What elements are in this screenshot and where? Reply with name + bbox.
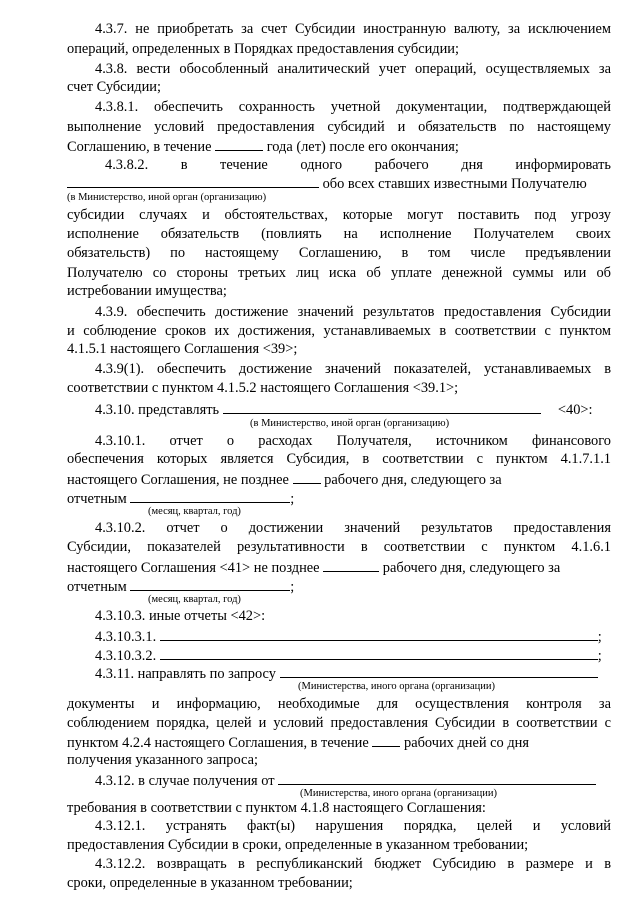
blank-days-field [372, 733, 400, 747]
text-fragment: пунктом 4.2.4 настоящего Соглашения, в течение [67, 735, 369, 751]
caption-authority: (Министерства, иного органа (организации) [298, 681, 495, 692]
caption-period: (месяц, квартал, год) [148, 506, 241, 517]
paragraph-4-3-9-line-1: 4.3.9. обеспечить достижение значений результатов предоставления Субсидии [95, 304, 611, 320]
paragraph-4-3-9-1-line-1: 4.3.9(1). обеспечить достижение значений показателей, устанавливаемых в [95, 361, 611, 377]
paragraph-4-3-11-line-4 [67, 733, 529, 752]
blank-days-field [323, 558, 379, 572]
paragraph-4-3-10-2-line-1: 4.3.10.2. отчет о достижении значений результатов предоставления [95, 520, 611, 536]
paragraph-4-3-11-line-2: документы и информацию, необходимые для осуществления контроля за [67, 696, 611, 712]
blank-report-field [160, 627, 598, 641]
paragraph-4-3-10-1-line-2: обеспечения которых является Субсидия, в соответствии с пунктом 4.1.7.1.1 [67, 451, 611, 467]
paragraph-4-3-8-2-line-3: субсидии случаях и обстоятельствах, которые могут поставить под угрозу [67, 207, 611, 223]
blank-years-field [215, 137, 263, 151]
blank-period-field [130, 489, 290, 503]
paragraph-4-3-8-2-line-5: обязательств) по настоящему Соглашению, в том числе предъявлении [67, 245, 611, 261]
text-fragment: 4.3.10.3.2. [95, 648, 157, 664]
paragraph-4-3-12-2-line-2: сроки, определенные в указанном требовании; [67, 875, 353, 891]
paragraph-4-3-8-2-line-4: исполнение обязательств (повлиять на исполнение Получателем своих [67, 226, 611, 242]
text-fragment: ; [597, 629, 602, 645]
blank-report-field [160, 646, 598, 660]
text-fragment: ; [597, 648, 602, 664]
caption-authority: (Министерства, иного органа (организации) [300, 788, 497, 799]
paragraph-4-3-7-line-2: операций, определенных в Порядках предоставления субсидии; [67, 41, 460, 57]
text-fragment: 4.3.10. представлять [95, 402, 220, 418]
paragraph-4-3-8-1-line-3 [67, 137, 459, 156]
blank-authority-field [278, 771, 596, 785]
paragraph-4-3-9-line-2: и соблюдение сроков их достижения, устанавливаемых в соответствии с пунктом [67, 323, 611, 339]
paragraph-4-3-12-1-line-1: 4.3.12.1. устранять факт(ы) нарушения порядка, целей и условий [95, 818, 611, 834]
paragraph-4-3-10-2-line-3 [67, 558, 560, 577]
text-fragment: 4.3.12. в случае получения от [95, 773, 275, 789]
text-fragment: 4.3.10.3.1. [95, 629, 157, 645]
blank-authority-field [67, 174, 319, 188]
text-fragment: настоящего Соглашения <41> не позднее [67, 560, 320, 576]
paragraph-4-3-12-line-2: требования в соответствии с пунктом 4.1.8 настоящего Соглашения: [67, 800, 486, 816]
paragraph-4-3-8-1-line-2: выполнение условий предоставления субсидий и обязательств по настоящему [67, 119, 611, 135]
text-fragment: ; [290, 579, 295, 595]
text-fragment: 4.3.11. направлять по запросу [95, 666, 276, 682]
paragraph-4-3-12-1-line-2: предоставления Субсидии в сроки, определенные в указанном требовании; [67, 837, 529, 853]
paragraph-4-3-10-2-line-2: Субсидии, показателей результативности в соответствии с пунктом 4.1.6.1 [67, 539, 611, 555]
blank-days-field [293, 470, 321, 484]
text-fragment: года (лет) после его окончания; [266, 139, 459, 155]
paragraph-4-3-11-line-3: соблюдением порядка, целей и условий предоставления Субсидии в соответствии с [67, 715, 611, 731]
text-fragment: рабочих дней со дня [404, 735, 529, 751]
paragraph-4-3-10-1-line-3 [67, 470, 502, 489]
blank-authority-field [223, 400, 541, 414]
text-fragment: рабочего дня, следующего за [382, 560, 561, 576]
caption-authority: (в Министерство, иной орган (организацию) [250, 418, 450, 429]
text-fragment: Соглашению, в течение [67, 139, 212, 155]
text-fragment: отчетным [67, 579, 127, 595]
caption-authority: (в Министерство, иной орган (организацию) [67, 192, 267, 203]
paragraph-4-3-10-3-1 [95, 627, 602, 646]
paragraph-4-3-8-2-line-2 [67, 174, 587, 193]
paragraph-4-3-8-line-2: счет Субсидии; [67, 79, 161, 95]
paragraph-4-3-8-1-line-1: 4.3.8.1. обеспечить сохранность учетной документации, подтверждающей [95, 99, 611, 115]
paragraph-4-3-9-line-3: 4.1.5.1 настоящего Соглашения <39>; [67, 341, 298, 357]
text-fragment: настоящего Соглашения, не позднее [67, 472, 289, 488]
paragraph-4-3-10-line-1 [95, 400, 593, 419]
paragraph-4-3-11-line-5: получения указанного запроса; [67, 752, 258, 768]
text-fragment: обо всех ставших известными Получателю [322, 176, 587, 192]
blank-period-field [130, 577, 290, 591]
paragraph-4-3-8-2-line-7: истребовании имущества; [67, 283, 227, 299]
blank-authority-field [280, 664, 598, 678]
footnote-ref: <40>: [557, 402, 593, 418]
paragraph-4-3-10-1-line-1: 4.3.10.1. отчет о расходах Получателя, источником финансового [95, 433, 611, 449]
paragraph-4-3-10-3-2 [95, 646, 602, 665]
paragraph-4-3-8-line-1: 4.3.8. вести обособленный аналитический учет операций, осуществляемых за [95, 61, 611, 77]
paragraph-4-3-10-3: 4.3.10.3. иные отчеты <42>: [95, 608, 266, 624]
text-fragment: отчетным [67, 491, 127, 507]
text-fragment: рабочего дня, следующего за [324, 472, 502, 488]
paragraph-4-3-9-1-line-2: соответствии с пунктом 4.1.5.2 настоящего Соглашения <39.1>; [67, 380, 459, 396]
paragraph-4-3-12-2-line-1: 4.3.12.2. возвращать в республиканский бюджет Субсидию в размере и в [95, 856, 611, 872]
paragraph-4-3-7-line-1: 4.3.7. не приобретать за счет Субсидии иностранную валюту, за исключением [95, 21, 611, 37]
paragraph-4-3-8-2-line-6: Получателю со стороны третьих лиц иска об уплате денежной суммы или об [67, 265, 611, 281]
caption-period: (месяц, квартал, год) [148, 594, 241, 605]
paragraph-4-3-8-2-line-1: 4.3.8.2. в течение одного рабочего дня информировать [105, 157, 611, 173]
text-fragment: ; [290, 491, 295, 507]
